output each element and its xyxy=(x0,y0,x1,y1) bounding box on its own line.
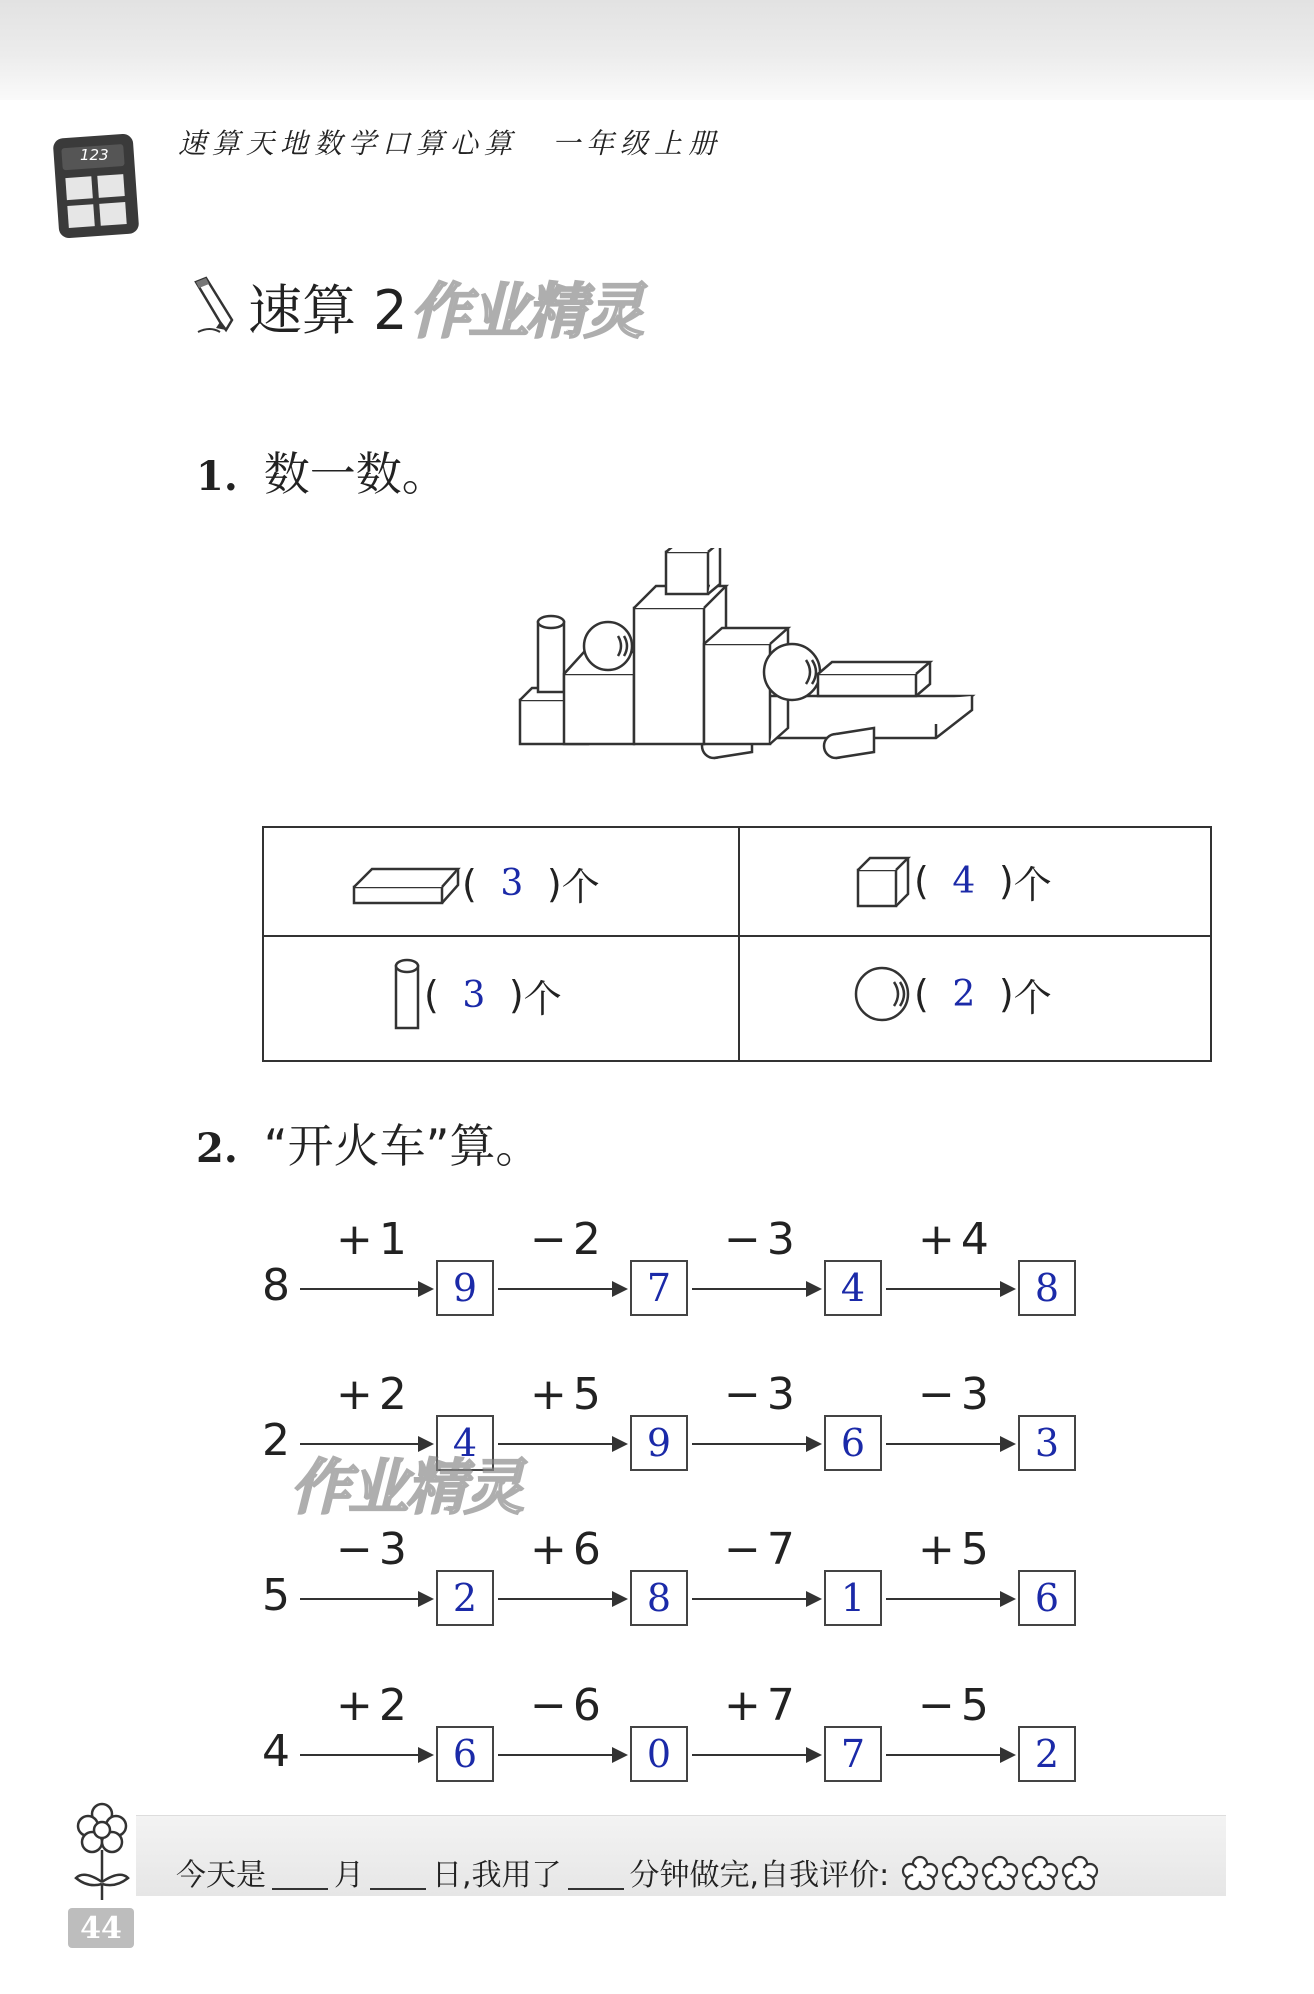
question-1-text: 数一数。 xyxy=(263,447,448,501)
count-table xyxy=(262,826,1212,1062)
train-operation: −7 xyxy=(724,1524,801,1575)
train-arrow xyxy=(886,1754,1014,1756)
cube-icon xyxy=(854,852,914,910)
cylinder-icon xyxy=(392,956,424,1034)
train-operation: +5 xyxy=(918,1524,995,1575)
train-arrow xyxy=(692,1598,820,1600)
count-answer[interactable]: 3 xyxy=(500,863,524,904)
train-answer-box[interactable]: 9 xyxy=(630,1415,688,1471)
train-operation: −2 xyxy=(530,1214,607,1265)
count-cell-cuboid: ( 3 ) 个 xyxy=(350,856,600,911)
train-arrow xyxy=(498,1288,626,1290)
unit-label: 个 xyxy=(561,865,600,909)
footer-text: 日,我用了 xyxy=(432,1858,562,1893)
flower-icon xyxy=(70,1800,134,1908)
rating-flower-icon[interactable] xyxy=(1061,1855,1099,1899)
train-arrow xyxy=(692,1288,820,1290)
train-arrow xyxy=(692,1443,820,1445)
train-operation: −3 xyxy=(918,1369,995,1420)
rating-flower-icon[interactable] xyxy=(941,1855,979,1899)
count-cell-sphere: ( 2 ) 个 xyxy=(852,964,1052,1024)
section-title: 速算 2 xyxy=(248,279,408,342)
minutes-blank[interactable] xyxy=(568,1864,624,1890)
train-arrow xyxy=(300,1288,432,1290)
train-answer-box[interactable]: 6 xyxy=(1018,1570,1076,1626)
train-operation: −5 xyxy=(918,1680,995,1731)
self-evaluation-line xyxy=(176,1850,1099,1899)
count-cell-cylinder: ( 3 ) 个 xyxy=(392,956,562,1034)
watermark: 作业精灵 xyxy=(410,277,642,347)
unit-label: 个 xyxy=(1013,862,1052,907)
train-arrow xyxy=(886,1443,1014,1445)
train-start-number: 8 xyxy=(262,1260,290,1311)
train-arrow xyxy=(692,1754,820,1756)
train-answer-box[interactable]: 6 xyxy=(824,1415,882,1471)
sphere-icon xyxy=(852,964,914,1024)
train-answer-box[interactable]: 7 xyxy=(630,1260,688,1316)
question-2-number: 2. xyxy=(196,1125,238,1172)
book-title: 速算天地数学口算心算 一年级上册 xyxy=(178,127,723,160)
train-operation: +6 xyxy=(530,1524,607,1575)
day-blank[interactable] xyxy=(370,1864,426,1890)
train-arrow xyxy=(300,1754,432,1756)
rating-flower-icon[interactable] xyxy=(981,1855,1019,1899)
train-arrow xyxy=(300,1598,432,1600)
rating-flower-icon[interactable] xyxy=(901,1855,939,1899)
train-operation: −3 xyxy=(336,1524,413,1575)
footer-text: 月 xyxy=(334,1858,364,1893)
cuboid-icon xyxy=(350,861,462,907)
question-1-title xyxy=(196,438,448,504)
train-answer-box[interactable]: 0 xyxy=(630,1726,688,1782)
train-operation: +4 xyxy=(918,1214,995,1265)
train-answer-box[interactable]: 2 xyxy=(436,1570,494,1626)
question-2-title xyxy=(196,1110,541,1176)
train-operation: +1 xyxy=(336,1214,413,1265)
train-operation: +5 xyxy=(530,1369,607,1420)
blocks-train-illustration xyxy=(516,548,986,772)
train-answer-box[interactable]: 9 xyxy=(436,1260,494,1316)
train-operation: +7 xyxy=(724,1680,801,1731)
train-operation: −3 xyxy=(724,1214,801,1265)
train-answer-box[interactable]: 2 xyxy=(1018,1726,1076,1782)
watermark: 作业精灵 xyxy=(290,1453,522,1523)
train-answer-box[interactable]: 4 xyxy=(824,1260,882,1316)
train-operation: −3 xyxy=(724,1369,801,1420)
page-number: 44 xyxy=(68,1908,134,1948)
train-answer-box[interactable]: 1 xyxy=(824,1570,882,1626)
rating-flower-icon[interactable] xyxy=(1021,1855,1059,1899)
badge-number: 123 xyxy=(80,146,109,164)
footer-text: 今天是 xyxy=(176,1858,266,1893)
unit-label: 个 xyxy=(1013,975,1052,1020)
footer-text: 分钟做完,自我评价: xyxy=(629,1858,890,1893)
pencil-icon xyxy=(186,276,242,340)
question-2-text: “开火车”算。 xyxy=(263,1119,542,1173)
unit-label: 个 xyxy=(523,976,562,1021)
rating-flowers[interactable] xyxy=(899,1855,1099,1899)
count-cell-cube: ( 4 ) 个 xyxy=(854,852,1052,910)
train-answer-box[interactable]: 4 xyxy=(436,1415,494,1471)
train-arrow xyxy=(886,1598,1014,1600)
table-divider xyxy=(264,935,1210,937)
train-start-number: 5 xyxy=(262,1570,290,1621)
train-answer-box[interactable]: 3 xyxy=(1018,1415,1076,1471)
calculator-icon xyxy=(50,132,142,242)
top-band xyxy=(0,0,1314,100)
train-answer-box[interactable]: 8 xyxy=(1018,1260,1076,1316)
train-arrow xyxy=(498,1754,626,1756)
count-answer[interactable]: 3 xyxy=(462,974,486,1016)
train-start-number: 4 xyxy=(262,1726,290,1777)
question-1-number: 1. xyxy=(196,453,238,500)
train-start-number: 2 xyxy=(262,1415,290,1466)
train-operation: +2 xyxy=(336,1680,413,1731)
count-answer[interactable]: 2 xyxy=(952,973,976,1015)
month-blank[interactable] xyxy=(272,1864,328,1890)
train-answer-box[interactable]: 6 xyxy=(436,1726,494,1782)
train-answer-box[interactable]: 7 xyxy=(824,1726,882,1782)
train-operation: −6 xyxy=(530,1680,607,1731)
count-answer[interactable]: 4 xyxy=(952,860,976,902)
table-divider xyxy=(738,828,740,1060)
train-operation: +2 xyxy=(336,1369,413,1420)
train-arrow xyxy=(498,1598,626,1600)
train-answer-box[interactable]: 8 xyxy=(630,1570,688,1626)
train-arrow xyxy=(886,1288,1014,1290)
